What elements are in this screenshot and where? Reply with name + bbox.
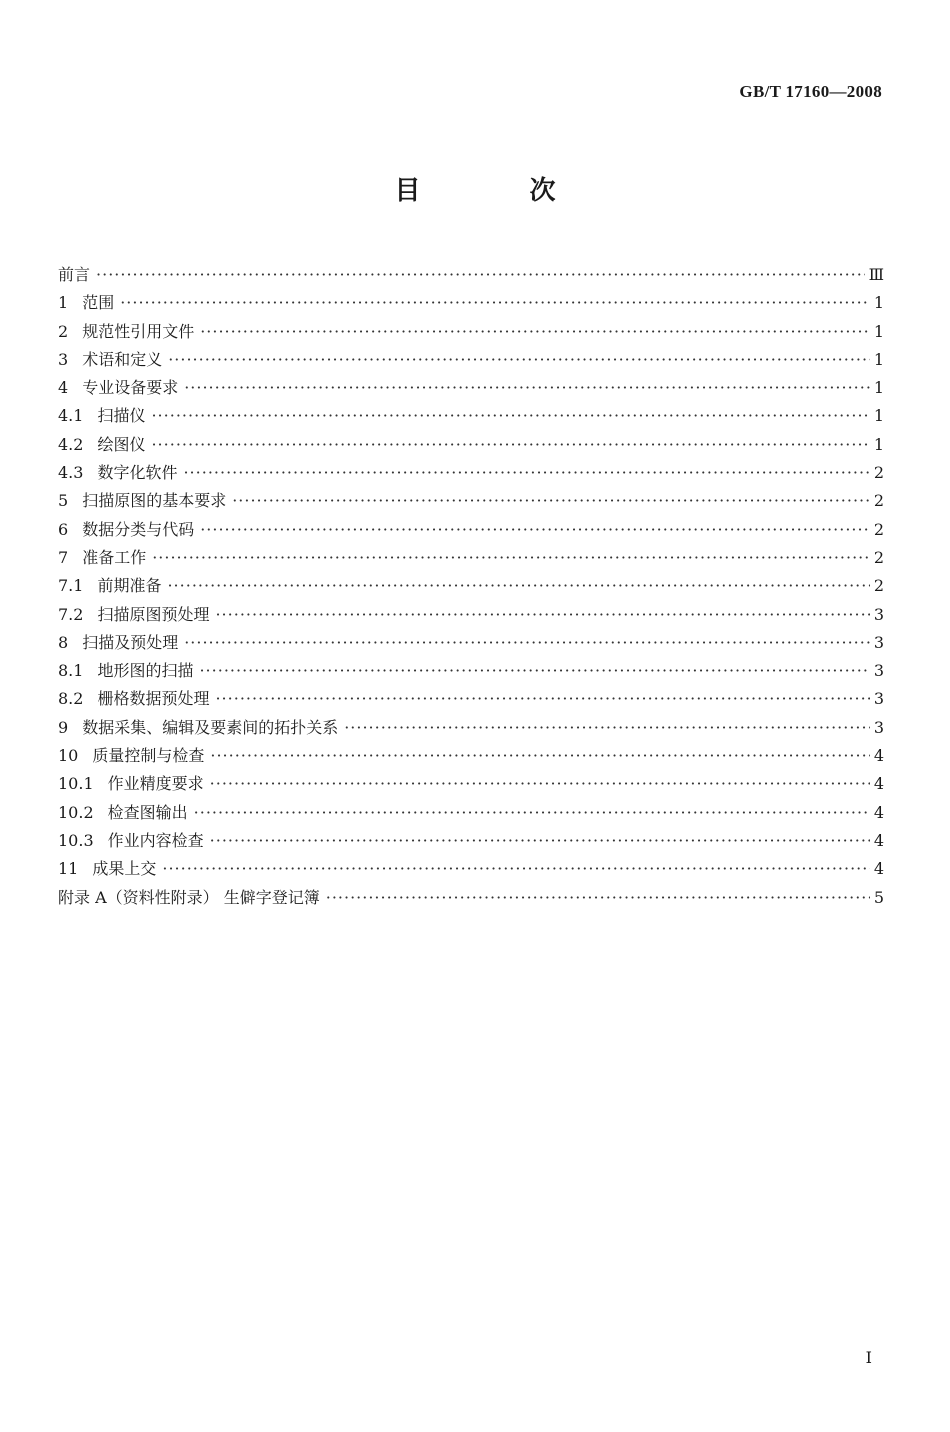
toc-entry-text: 专业设备要求 [82, 378, 179, 398]
toc-entry-label [58, 374, 184, 402]
toc-entry-page: 3 [873, 661, 884, 681]
toc-entry-text: 数字化软件 [97, 463, 178, 483]
toc-entry-number: 6 [58, 519, 69, 539]
toc-entry-page: 4 [873, 802, 884, 822]
toc-entry-number: 10.3 [58, 830, 94, 850]
page-title: 目 次 [394, 176, 606, 206]
toc-entry-number: 10.2 [58, 802, 94, 822]
toc-entry-label [58, 685, 215, 713]
toc-leader-dots [232, 487, 870, 515]
toc-entry[interactable] [58, 827, 884, 855]
toc-entry[interactable] [58, 261, 884, 289]
toc-entry-label [58, 346, 168, 374]
toc-entry[interactable] [58, 572, 884, 600]
toc-entry[interactable] [58, 629, 884, 657]
toc-entry-label [58, 459, 183, 487]
toc-entry[interactable] [58, 346, 884, 374]
toc-entry[interactable] [58, 742, 884, 770]
toc-entry[interactable] [58, 516, 884, 544]
toc-leader-dots [194, 799, 870, 827]
toc-leader-dots [167, 572, 869, 600]
toc-leader-dots [96, 261, 865, 289]
toc-entry-number: 7.1 [58, 576, 84, 596]
toc-entry-page: 4 [873, 774, 884, 794]
toc-entry-number: 10 [58, 746, 79, 766]
toc-entry-label [58, 884, 326, 912]
toc-entry-text: 前言 [58, 265, 91, 284]
toc-entry[interactable] [58, 459, 884, 487]
toc-entry-page: 2 [873, 463, 884, 483]
toc-leader-dots [326, 884, 870, 912]
toc-entry-text: 扫描原图的基本要求 [82, 491, 227, 511]
toc-entry-number: 4.3 [58, 463, 84, 483]
toc-entry-number: 8 [58, 632, 69, 652]
toc-leader-dots [162, 855, 869, 883]
toc-entry-label [58, 572, 167, 600]
toc-entry[interactable] [58, 487, 884, 515]
toc-entry-number: 2 [58, 321, 69, 341]
toc-entry-label [58, 289, 120, 317]
toc-entry-label [58, 544, 152, 572]
toc-entry-page: 4 [873, 830, 884, 850]
toc-leader-dots [152, 544, 870, 572]
toc-leader-dots [184, 374, 870, 402]
toc-entry-number: 3 [58, 349, 69, 369]
toc-entry-label [58, 629, 184, 657]
toc-entry-label [58, 657, 199, 685]
toc-leader-dots [199, 657, 869, 685]
table-of-contents [58, 261, 884, 912]
toc-entry[interactable] [58, 374, 884, 402]
toc-entry-text: 质量控制与检查 [92, 746, 205, 766]
toc-leader-dots [168, 346, 870, 374]
toc-entry-text: 数据分类与代码 [82, 519, 195, 539]
toc-leader-dots [184, 629, 870, 657]
toc-entry-label [58, 714, 344, 742]
toc-leader-dots [200, 318, 870, 346]
toc-entry-label [58, 827, 210, 855]
toc-entry-number: 7.2 [58, 604, 84, 624]
toc-leader-dots [215, 685, 869, 713]
toc-entry-text: 地形图的扫描 [97, 661, 194, 681]
toc-leader-dots [200, 516, 870, 544]
toc-entry-label [58, 431, 151, 459]
toc-entry-text: 数据采集、编辑及要素间的拓扑关系 [82, 717, 339, 737]
toc-entry-page: 1 [873, 434, 884, 454]
toc-entry[interactable] [58, 685, 884, 713]
toc-leader-dots [210, 742, 869, 770]
toc-leader-dots [210, 770, 870, 798]
toc-leader-dots [215, 601, 869, 629]
toc-entry-number: 1 [58, 293, 69, 313]
toc-entry[interactable] [58, 714, 884, 742]
toc-entry-page: 1 [873, 321, 884, 341]
toc-entry-page: 4 [873, 859, 884, 879]
toc-entry-number: 5 [58, 491, 69, 511]
toc-entry[interactable] [58, 289, 884, 317]
toc-entry-page: 3 [873, 632, 884, 652]
toc-entry-text: 范围 [82, 293, 115, 313]
toc-entry-text: 扫描及预处理 [82, 632, 179, 652]
toc-entry-number: 8.1 [58, 661, 84, 681]
toc-entry-page: 2 [873, 491, 884, 511]
toc-entry-label [58, 855, 162, 883]
toc-entry-label [58, 742, 210, 770]
toc-entry-label [58, 799, 194, 827]
toc-leader-dots [151, 402, 869, 430]
toc-entry-page: 1 [873, 378, 884, 398]
toc-entry-text: 准备工作 [82, 547, 147, 567]
toc-entry-number: 7 [58, 547, 69, 567]
toc-entry[interactable] [58, 770, 884, 798]
toc-entry[interactable] [58, 799, 884, 827]
toc-entry-number: 11 [58, 859, 79, 879]
toc-entry-page: 1 [873, 406, 884, 426]
toc-entry-text: 术语和定义 [82, 349, 163, 369]
toc-entry-label [58, 261, 96, 289]
toc-entry-page: 1 [873, 293, 884, 313]
toc-entry-text: 规范性引用文件 [82, 321, 195, 341]
toc-entry-text: 绘图仪 [97, 434, 146, 454]
toc-leader-dots [183, 459, 869, 487]
toc-entry-page: 1 [873, 349, 884, 369]
toc-entry-text: 作业内容检查 [107, 830, 204, 850]
toc-entry-page: 2 [873, 576, 884, 596]
toc-entry[interactable] [58, 402, 884, 430]
toc-entry-page: 3 [873, 717, 884, 737]
toc-entry-label [58, 487, 232, 515]
toc-entry-page: 5 [873, 887, 884, 907]
toc-entry-number: 10.1 [58, 774, 94, 794]
toc-entry-number: 4.2 [58, 434, 84, 454]
toc-entry-label [58, 516, 200, 544]
toc-entry[interactable] [58, 601, 884, 629]
page-number: I [865, 1348, 872, 1367]
toc-entry[interactable] [58, 431, 884, 459]
toc-entry-number: 4.1 [58, 406, 84, 426]
toc-leader-dots [210, 827, 870, 855]
toc-entry-page: 2 [873, 519, 884, 539]
toc-leader-dots [151, 431, 869, 459]
toc-entry-page: 3 [873, 689, 884, 709]
toc-entry-page: 4 [873, 746, 884, 766]
toc-leader-dots [120, 289, 870, 317]
standard-code: GB/T 17160—2008 [739, 82, 882, 101]
toc-entry-text: 成果上交 [92, 859, 157, 879]
toc-entry[interactable] [58, 884, 884, 912]
toc-entry-label [58, 318, 200, 346]
toc-entry-text: 栅格数据预处理 [97, 689, 210, 709]
toc-entry-label [58, 601, 215, 629]
toc-leader-dots [344, 714, 870, 742]
toc-entry[interactable] [58, 657, 884, 685]
toc-entry-label [58, 770, 210, 798]
toc-entry-number: 4 [58, 378, 69, 398]
toc-entry-text: 前期准备 [97, 576, 162, 596]
toc-entry-page: Ⅲ [868, 265, 884, 284]
toc-entry-label [58, 402, 151, 430]
toc-entry-text: 检查图输出 [107, 802, 188, 822]
toc-entry-page: 2 [873, 547, 884, 567]
toc-entry[interactable] [58, 318, 884, 346]
toc-entry-text: 作业精度要求 [107, 774, 204, 794]
toc-entry-number: 8.2 [58, 689, 84, 709]
toc-entry-text: 附录 A（资料性附录） 生僻字登记簿 [58, 887, 320, 907]
toc-entry-number: 9 [58, 717, 69, 737]
toc-entry-text: 扫描仪 [97, 406, 146, 426]
toc-entry-page: 3 [873, 604, 884, 624]
toc-entry-text: 扫描原图预处理 [97, 604, 210, 624]
toc-entry[interactable] [58, 544, 884, 572]
toc-entry[interactable] [58, 855, 884, 883]
